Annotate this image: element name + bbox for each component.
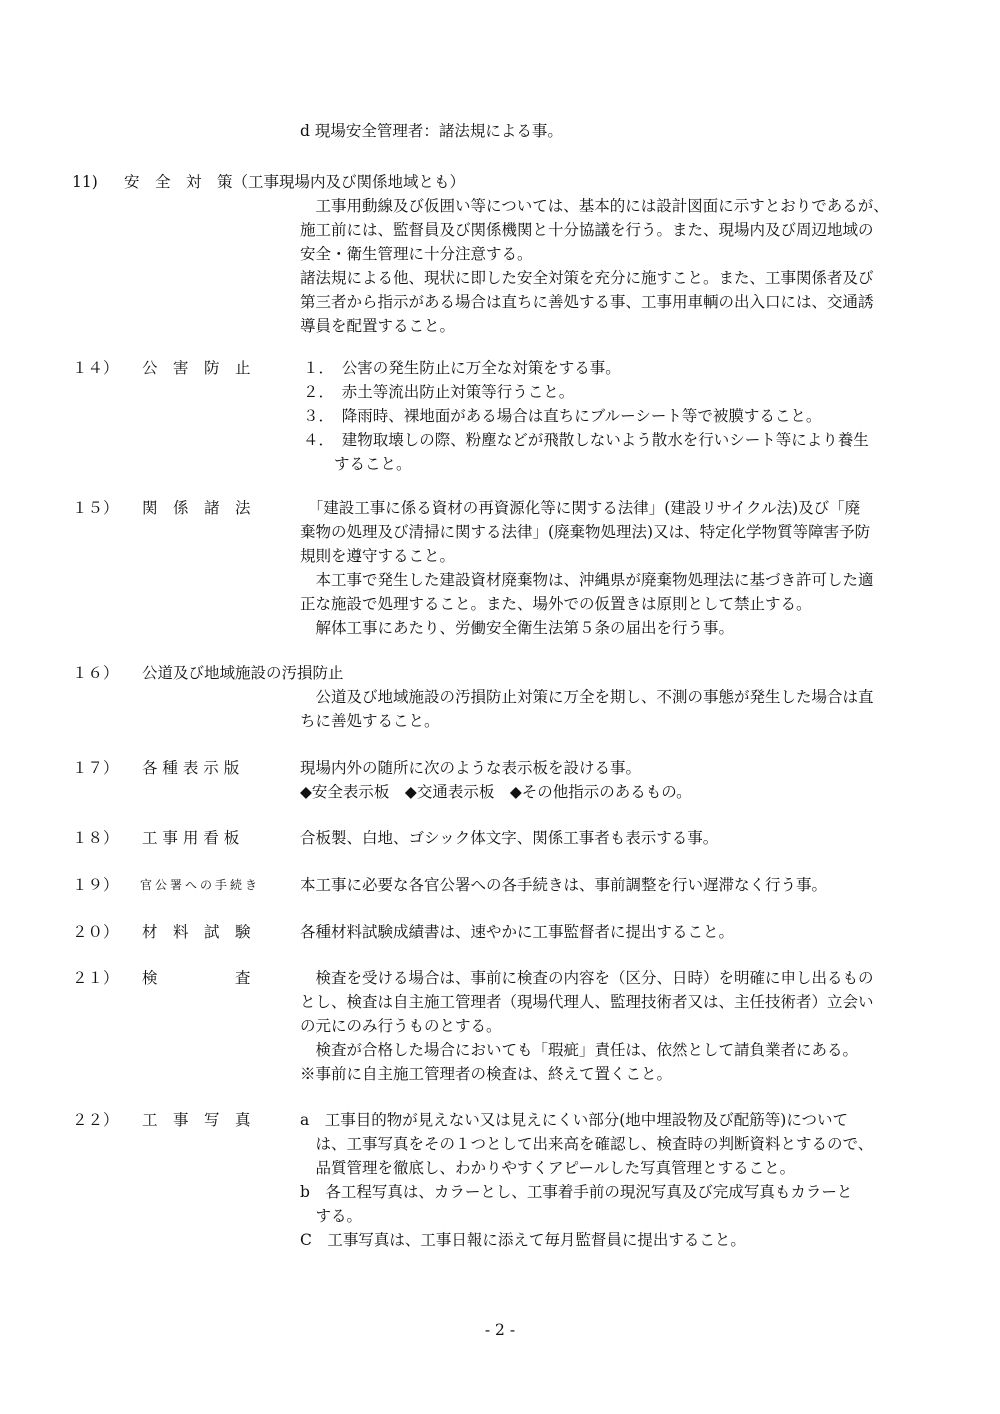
section-14-number: １４） bbox=[72, 359, 119, 377]
section-15-body bbox=[300, 496, 874, 640]
section-14-title: 公 害 防 止 bbox=[142, 359, 251, 377]
text-line: 工事用動線及び仮囲い等については、基本的には設計図面に示すとおりであるが、 bbox=[300, 197, 889, 215]
section-17-number: １７） bbox=[72, 759, 119, 777]
top-line: d 現場安全管理者：諸法規による事。 bbox=[300, 122, 563, 140]
section-19-title: 官公署への手続き bbox=[140, 878, 261, 892]
section-11-body bbox=[300, 194, 889, 338]
text-line: ※事前に自主施工管理者の検査は、終えて置くこと。 bbox=[300, 1065, 673, 1083]
list-item: ４． 建物取壊しの際、粉塵などが飛散しないよう散水を行いシート等により養生 bbox=[303, 431, 869, 449]
text-line: 正な施設で処理すること。また、場外での仮置きは原則として禁止する。 bbox=[300, 595, 812, 613]
section-11-number: 11) bbox=[72, 173, 98, 191]
section-20-number: ２０） bbox=[72, 923, 119, 941]
section-22-body bbox=[300, 1108, 873, 1252]
text-line: 「建設工事に係る資材の再資源化等に関する法律」(建設リサイクル法)及び「廃 bbox=[300, 499, 861, 517]
text-line: 規則を遵守すること。 bbox=[300, 547, 456, 565]
list-item: C 工事写真は、工事日報に添えて毎月監督員に提出すること。 bbox=[300, 1231, 746, 1249]
section-18-body: 合板製、白地、ゴシック体文字、関係工事者も表示する事。 bbox=[300, 829, 719, 847]
list-item: は、工事写真をその１つとして出来高を確認し、検査時の判断資料とするので、 bbox=[300, 1135, 874, 1153]
list-item: 品質管理を徹底し、わかりやすくアピールした写真管理とすること。 bbox=[300, 1159, 796, 1177]
section-22-title: 工 事 写 真 bbox=[142, 1111, 251, 1129]
text-line: 棄物の処理及び清掃に関する法律」(廃棄物処理法)又は、特定化学物質等障害予防 bbox=[300, 523, 871, 541]
section-20-title: 材 料 試 験 bbox=[142, 923, 251, 941]
section-19-body: 本工事に必要な各官公署への各手続きは、事前調整を行い遅滞なく行う事。 bbox=[300, 876, 828, 894]
section-20-body: 各種材料試験成績書は、速やかに工事監督者に提出すること。 bbox=[300, 923, 735, 941]
section-17-body bbox=[300, 756, 692, 804]
section-16-number: １６） bbox=[72, 664, 119, 682]
text-line: 安全・衛生管理に十分注意する。 bbox=[300, 245, 533, 263]
text-line: 本工事で発生した建設資材廃棄物は、沖縄県が廃棄物処理法に基づき許可した適 bbox=[300, 571, 874, 589]
text-line: 検査が合格した場合においても「瑕疵」責任は、依然として請負業者にある。 bbox=[300, 1041, 859, 1059]
section-11-title: 安 全 対 策（工事現場内及び関係地域とも） bbox=[124, 173, 466, 191]
section-18-number: １８） bbox=[72, 829, 119, 847]
list-item: b 各工程写真は、カラーとし、工事着手前の現況写真及び完成写真もカラーと bbox=[300, 1183, 853, 1201]
section-15-number: １５） bbox=[72, 499, 119, 517]
text-line: 公道及び地域施設の汚損防止対策に万全を期し、不測の事態が発生した場合は直 bbox=[300, 688, 874, 706]
list-item: する。 bbox=[300, 1207, 363, 1225]
list-item: a 工事目的物が見えない又は見えにくい部分(地中埋設物及び配筋等)について bbox=[300, 1111, 849, 1129]
section-14-body bbox=[303, 356, 869, 476]
text-line: とし、検査は自主施工管理者（現場代理人、監理技術者又は、主任技術者）立会い bbox=[300, 993, 874, 1011]
text-line: ちに善処すること。 bbox=[300, 712, 440, 730]
list-item: ３． 降雨時、裸地面がある場合は直ちにブルーシート等で被膜すること。 bbox=[303, 407, 822, 425]
section-22-number: ２２） bbox=[72, 1111, 119, 1129]
section-15-title: 関 係 諸 法 bbox=[142, 499, 251, 517]
text-line: 解体工事にあたり、労働安全衛生法第５条の届出を行う事。 bbox=[300, 619, 735, 637]
text-line: 施工前には、監督員及び関係機関と十分協議を行う。また、現場内及び周辺地域の bbox=[300, 221, 874, 239]
section-17-title: 各 種 表 示 版 bbox=[142, 759, 240, 777]
page-number: - 2 - bbox=[484, 1321, 516, 1339]
text-line: 検査を受ける場合は、事前に検査の内容を（区分、日時）を明確に申し出るもの bbox=[300, 969, 874, 987]
section-21-body bbox=[300, 966, 874, 1086]
text-line: の元にのみ行うものとする。 bbox=[300, 1017, 502, 1035]
text-line: 現場内外の随所に次のような表示板を設ける事。 bbox=[300, 759, 642, 777]
section-16-body bbox=[300, 685, 874, 733]
section-16-title: 公道及び地域施設の汚損防止 bbox=[142, 664, 344, 682]
list-item: すること。 bbox=[303, 455, 412, 473]
section-21-title: 検 査 bbox=[142, 969, 251, 987]
text-line: 第三者から指示がある場合は直ちに善処する事、工事用車輌の出入口には、交通誘 bbox=[300, 293, 874, 311]
list-item: ２． 赤土等流出防止対策等行うこと。 bbox=[303, 383, 575, 401]
section-19-number: １９） bbox=[72, 876, 119, 894]
list-item: １． 公害の発生防止に万全な対策をする事。 bbox=[303, 359, 621, 377]
text-line: ◆安全表示板 ◆交通表示板 ◆その他指示のあるもの。 bbox=[300, 783, 692, 801]
section-21-number: ２１） bbox=[72, 969, 119, 987]
text-line: 諸法規による他、現状に即した安全対策を充分に施すこと。また、工事関係者及び bbox=[300, 269, 874, 287]
text-line: 導員を配置すること。 bbox=[300, 317, 456, 335]
section-18-title: 工 事 用 看 板 bbox=[142, 829, 240, 847]
